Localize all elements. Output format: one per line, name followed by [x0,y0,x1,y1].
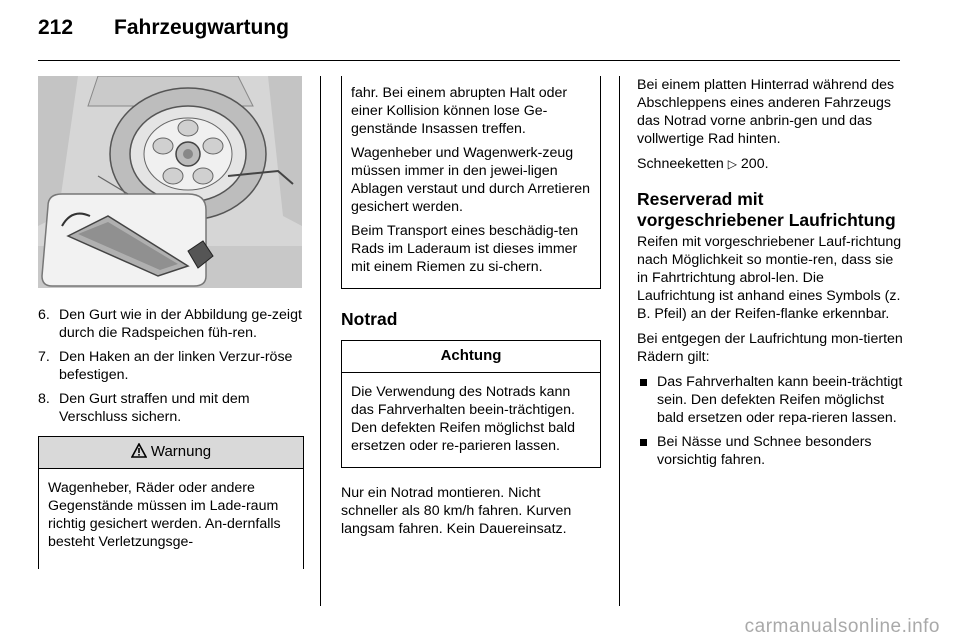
page-title: Fahrzeugwartung [114,16,290,39]
spare-wheel-strap-icon [38,76,302,288]
body-text: Nur ein Notrad montieren. Nicht schneller als 80 km/h fahren. Kurven langsam fahren. Kein Dauereinsatz. [341,485,572,537]
bullet-square-icon [640,379,647,386]
warning-text: Wagenheber und Wagenwerk-zeug müssen immer in den jewei-ligen Ablagen verstaut und durch Arretieren gesichert werden. [351,145,590,215]
body-text: Bei einem platten Hinterrad während des Abschleppens eines anderen Fahrzeugs das Notrad vorne anbrin-gen und das vollwertige Rad hinten. [637,77,895,147]
body-text: Reifen mit vorgeschriebener Lauf-richtung nach Möglichkeit so montie-ren, dass sie in Fahrtrichtung abrol-len. Die Laufrichtung ist anhand eines Symbols (z. B. Pfeil) an der Reifen-flanke erkennbar. [637,234,902,322]
page-reference-arrow-icon: ▷ [727,157,737,171]
list-item: 8. Den Gurt straffen und mit dem Verschluss sichern. [38,391,250,425]
caution-title: Achtung [342,341,600,373]
bullet-square-icon [640,439,647,446]
cross-reference [637,155,903,173]
column-1 [38,76,304,569]
reference-label: Schneeketten [637,156,724,172]
reference-page: 200. [740,156,769,172]
column-divider-1 [320,76,321,606]
column-2 [341,76,601,545]
bullet-list [637,373,903,469]
column-divider-2 [619,76,620,606]
section-heading: Reserverad mit vorgeschriebener Laufrichtung [637,189,896,230]
body-text: Bei entgegen der Laufrichtung mon-tierten Rädern gilt: [637,331,903,365]
warning-box-continued [341,76,601,289]
page-number: 212 [38,16,74,39]
warning-text: fahr. Bei einem abrupten Halt oder einer Kollision können lose Ge-genstände Insassen treffen. [351,85,568,137]
warning-title: Warnung [150,443,212,460]
warning-box [38,436,304,569]
warning-text: Beim Transport eines beschädig-ten Rads im Laderaum ist dieses immer mit einem Riemen zu si-chern. [351,223,579,275]
watermark: carmanualsonline.info [744,616,940,637]
spare-wheel-illustration [38,76,302,288]
section-heading: Notrad [341,309,398,329]
list-item: 7. Den Haken an der linken Verzur-röse befestigen. [38,349,293,383]
list-item: 6. Den Gurt wie in der Abbildung ge-zeigt durch die Radspeichen füh-ren. [38,307,302,341]
caution-box [341,340,601,468]
step-list [38,306,304,426]
list-item: Das Fahrverhalten kann beein-trächtigt sein. Den defekten Reifen möglichst bald ersetzen oder repa-rieren lassen. [637,373,903,427]
warning-triangle-icon [131,443,147,458]
caution-text: Die Verwendung des Notrads kann das Fahrverhalten beein-trächtigen. Den defekten Reifen möglichst bald ersetzen oder re-parieren lassen. [351,384,575,454]
column-3 [637,76,903,475]
list-item: Bei Nässe und Schnee besonders vorsichtig fahren. [637,433,903,469]
warning-text: Wagenheber, Räder oder andere Gegenstände müssen im Lade-raum richtig gesichert werden. An-dernfalls besteht Verletzungsge- [48,480,281,550]
warning-header [39,437,303,469]
header-rule [38,60,900,61]
